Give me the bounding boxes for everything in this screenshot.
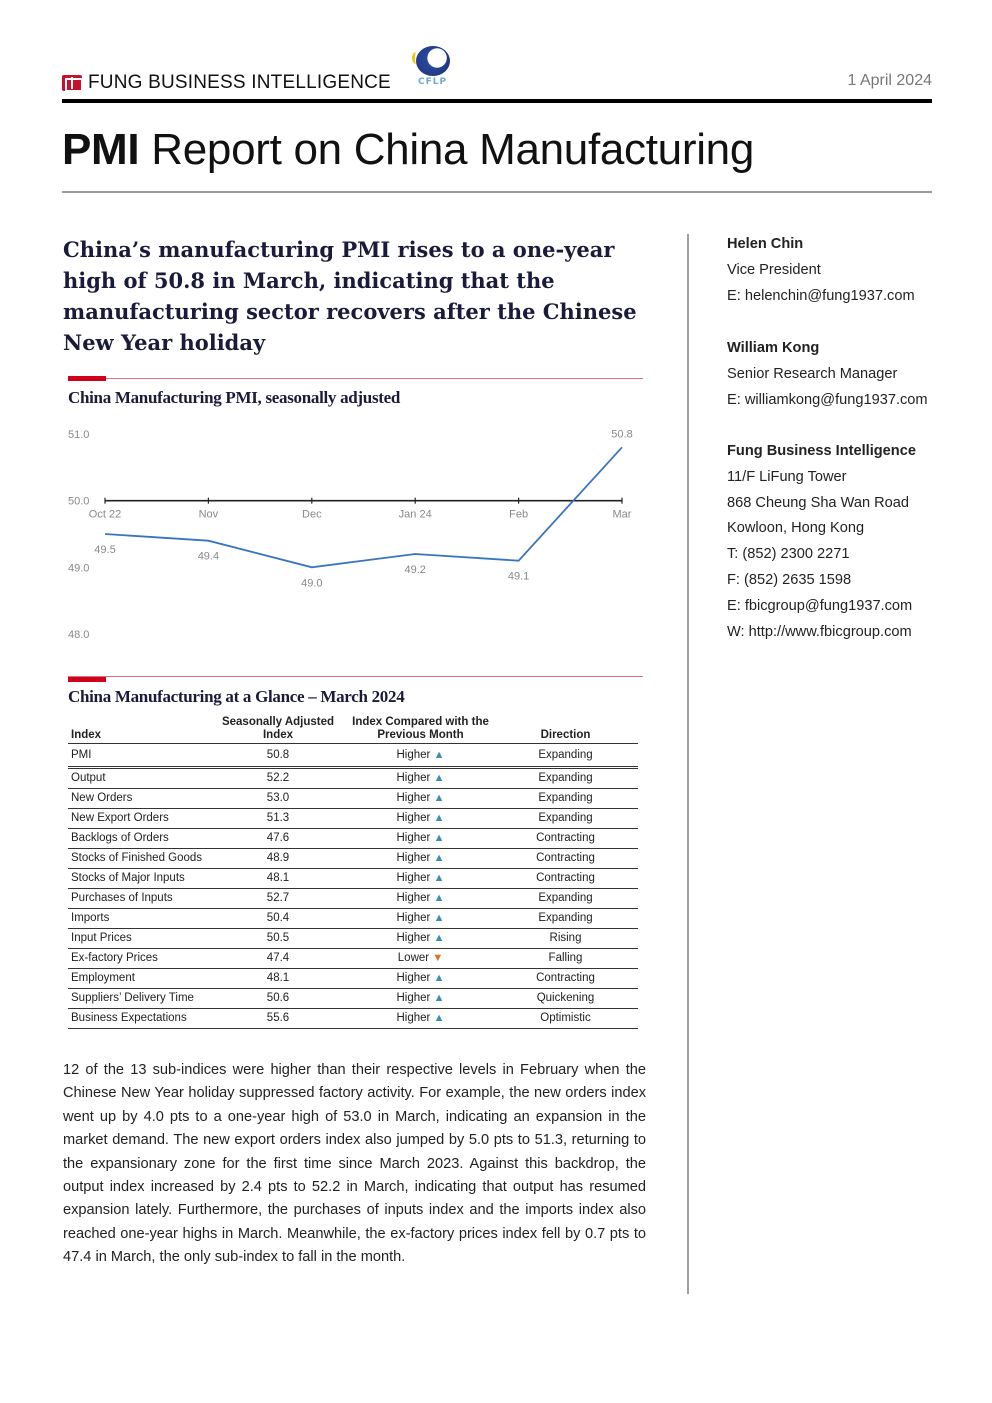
index-value-cell: 47.4 xyxy=(208,949,348,969)
compare-cell xyxy=(348,829,493,849)
compare-label: Higher xyxy=(396,772,431,784)
data-label: 49.0 xyxy=(301,577,323,590)
chart-section-accent xyxy=(68,376,106,381)
direction-cell: Expanding xyxy=(493,789,638,809)
direction-cell: Contracting xyxy=(493,849,638,869)
compare-cell xyxy=(348,768,493,789)
direction-cell: Quickening xyxy=(493,989,638,1009)
org-name: Fung Business Intelligence xyxy=(727,443,916,459)
triangle-up-icon: ▲ xyxy=(433,972,445,984)
triangle-up-icon: ▲ xyxy=(433,812,445,824)
data-label: 49.4 xyxy=(197,550,220,563)
cflp-logo-text: CFLP xyxy=(418,77,448,87)
y-tick-label: 48.0 xyxy=(68,629,90,641)
column-divider xyxy=(687,234,689,1294)
index-value-cell: 52.2 xyxy=(208,768,348,789)
table-row xyxy=(68,744,638,768)
header-divider xyxy=(62,99,932,103)
table-row xyxy=(68,1009,638,1029)
cflp-logo-icon xyxy=(412,46,452,92)
table-section-accent xyxy=(68,677,106,682)
title-divider xyxy=(62,191,932,193)
direction-cell: Expanding xyxy=(493,909,638,929)
org-telephone: T: (852) 2300 2271 xyxy=(727,546,850,563)
triangle-up-icon: ▲ xyxy=(433,772,445,784)
compare-cell xyxy=(348,849,493,869)
table-row xyxy=(68,989,638,1009)
org-address-line: 868 Cheung Sha Wan Road xyxy=(727,494,910,511)
compare-cell xyxy=(348,744,493,768)
index-name-cell: New Orders xyxy=(68,789,208,809)
contact-role: Senior Research Manager xyxy=(727,365,898,382)
x-tick-label: Mar xyxy=(612,508,632,521)
fung-logo-icon xyxy=(62,75,82,91)
compare-label: Higher xyxy=(396,792,431,804)
index-value-cell: 51.3 xyxy=(208,809,348,829)
y-tick-label: 51.0 xyxy=(68,429,90,441)
compare-cell xyxy=(348,1009,493,1029)
compare-label: Higher xyxy=(396,872,431,884)
compare-cell xyxy=(348,869,493,889)
triangle-up-icon: ▲ xyxy=(433,932,445,944)
x-tick-label: Nov xyxy=(198,508,219,521)
org-fax: F: (852) 2635 1598 xyxy=(727,571,852,588)
table-row xyxy=(68,909,638,929)
column-header-compare: Index Compared with the Previous Month xyxy=(348,716,493,744)
compare-cell xyxy=(348,949,493,969)
x-tick-label: Feb xyxy=(509,508,529,521)
table-row xyxy=(68,809,638,829)
x-tick-label: Oct 22 xyxy=(88,508,122,521)
compare-cell xyxy=(348,909,493,929)
compare-label: Higher xyxy=(396,972,431,984)
triangle-up-icon: ▲ xyxy=(433,912,445,924)
triangle-up-icon: ▲ xyxy=(433,792,445,804)
org-email-link[interactable]: E: fbicgroup@fung1937.com xyxy=(727,597,913,614)
index-name-cell: Ex-factory Prices xyxy=(68,949,208,969)
direction-cell: Optimistic xyxy=(493,1009,638,1029)
index-name-cell: Backlogs of Orders xyxy=(68,829,208,849)
triangle-down-icon: ▼ xyxy=(432,952,444,964)
headline: China’s manufacturing PMI rises to a one-year high of 50.8 in March, indicating that the manufacturing sector recovers after the Chinese New Year holiday xyxy=(63,237,637,355)
compare-label: Higher xyxy=(396,912,431,924)
triangle-up-icon: ▲ xyxy=(433,872,445,884)
index-value-cell: 48.1 xyxy=(208,969,348,989)
contact-email-link[interactable]: E: williamkong@fung1937.com xyxy=(727,391,928,408)
index-name-cell: Stocks of Finished Goods xyxy=(68,849,208,869)
index-value-cell: 48.1 xyxy=(208,869,348,889)
direction-cell: Contracting xyxy=(493,829,638,849)
triangle-up-icon: ▲ xyxy=(433,892,445,904)
chart-section-title: China Manufacturing PMI, seasonally adjusted xyxy=(68,388,401,407)
direction-cell: Falling xyxy=(493,949,638,969)
table-row xyxy=(68,829,638,849)
compare-label: Higher xyxy=(396,932,431,944)
direction-cell: Expanding xyxy=(493,889,638,909)
triangle-up-icon: ▲ xyxy=(433,1012,445,1024)
index-name-cell: Suppliers’ Delivery Time xyxy=(68,989,208,1009)
compare-label: Higher xyxy=(396,812,431,824)
y-tick-label: 49.0 xyxy=(68,562,90,575)
table-row xyxy=(68,869,638,889)
chart-section-rule xyxy=(68,378,643,379)
column-header-direction: Direction xyxy=(493,716,638,744)
direction-cell: Contracting xyxy=(493,969,638,989)
data-label: 49.1 xyxy=(507,570,530,583)
org-website-link[interactable]: W: http://www.fbicgroup.com xyxy=(727,623,912,640)
column-header-value: Seasonally Adjusted Index xyxy=(208,716,348,744)
pmi-series-line xyxy=(105,447,622,567)
table-section-rule xyxy=(68,676,643,677)
triangle-up-icon: ▲ xyxy=(433,992,445,1004)
compare-label: Lower xyxy=(397,952,430,964)
table-row xyxy=(68,929,638,949)
contact-organization xyxy=(727,439,916,645)
index-name-cell: Business Expectations xyxy=(68,1009,208,1029)
index-name-cell: PMI xyxy=(68,744,208,768)
table-row xyxy=(68,849,638,869)
table-row xyxy=(68,969,638,989)
direction-cell: Expanding xyxy=(493,768,638,789)
org-address-line: 11/F LiFung Tower xyxy=(727,468,847,485)
compare-cell xyxy=(348,969,493,989)
index-value-cell: 53.0 xyxy=(208,789,348,809)
table-row xyxy=(68,789,638,809)
data-label: 50.8 xyxy=(611,428,633,441)
contact-william xyxy=(727,336,928,413)
direction-cell: Rising xyxy=(493,929,638,949)
compare-label: Higher xyxy=(396,852,431,864)
x-tick-label: Jan 24 xyxy=(398,508,432,521)
title-bold: PMI xyxy=(62,125,140,174)
direction-cell: Contracting xyxy=(493,869,638,889)
contact-email-link[interactable]: E: helenchin@fung1937.com xyxy=(727,287,915,304)
index-name-cell: Stocks of Major Inputs xyxy=(68,869,208,889)
index-name-cell: Employment xyxy=(68,969,208,989)
index-value-cell: 50.8 xyxy=(208,744,348,768)
table-row xyxy=(68,768,638,789)
compare-cell xyxy=(348,929,493,949)
compare-cell xyxy=(348,989,493,1009)
index-value-cell: 50.4 xyxy=(208,909,348,929)
index-name-cell: Purchases of Inputs xyxy=(68,889,208,909)
table-body xyxy=(68,744,638,1029)
glance-table xyxy=(68,716,638,1029)
index-value-cell: 52.7 xyxy=(208,889,348,909)
triangle-up-icon: ▲ xyxy=(433,748,445,761)
compare-label: Higher xyxy=(396,892,431,904)
contact-role: Vice President xyxy=(727,261,821,278)
brand-name: FUNG BUSINESS INTELLIGENCE xyxy=(88,72,391,93)
direction-cell: Expanding xyxy=(493,744,638,768)
column-header-index: Index xyxy=(68,716,208,744)
index-value-cell: 48.9 xyxy=(208,849,348,869)
pmi-line-chart xyxy=(62,420,650,650)
data-label: 49.2 xyxy=(404,564,426,576)
table-header-row xyxy=(68,716,638,744)
page-title xyxy=(62,125,754,175)
brand xyxy=(62,72,391,94)
compare-cell xyxy=(348,889,493,909)
report-date: 1 April 2024 xyxy=(847,72,932,89)
compare-label: Higher xyxy=(396,748,431,761)
index-name-cell: Input Prices xyxy=(68,929,208,949)
triangle-up-icon: ▲ xyxy=(433,832,445,844)
index-name-cell: Output xyxy=(68,768,208,789)
direction-cell: Expanding xyxy=(493,809,638,829)
contact-name: Helen Chin xyxy=(727,236,804,252)
table-section-title: China Manufacturing at a Glance – March 2024 xyxy=(68,687,405,706)
data-label: 49.5 xyxy=(94,544,116,556)
triangle-up-icon: ▲ xyxy=(433,852,445,864)
y-tick-label: 50.0 xyxy=(68,495,90,508)
org-address-line: Kowloon, Hong Kong xyxy=(727,520,865,537)
index-value-cell: 47.6 xyxy=(208,829,348,849)
x-tick-label: Dec xyxy=(302,508,322,521)
table-row xyxy=(68,889,638,909)
contact-name: William Kong xyxy=(727,340,820,356)
body-paragraph: 12 of the 13 sub-indices were higher than their respective levels in February when the Chinese New Year holiday suppressed factory activity. For example, the new orders index went up by 4.0 pts to a one-year high of 53.0 in March, indicating an expansion in the market demand. The new export orders index also jumped by 5.0 pts to 51.3, returning to the expansionary zone for the first time since March 2023. Against this backdrop, the output index increased by 2.4 pts to 52.2 in March, indicating that output has resumed expansion lately. Furthermore, the purchases of inputs index and the imports index also reached one-year highs in March. Meanwhile, the ex-factory prices index fell by 0.7 pts to 47.4 in March, the only sub-index to fall in the month. xyxy=(63,1062,646,1266)
compare-label: Higher xyxy=(396,1012,431,1024)
index-name-cell: New Export Orders xyxy=(68,809,208,829)
index-value-cell: 55.6 xyxy=(208,1009,348,1029)
title-rest: Report on China Manufacturing xyxy=(139,125,755,174)
index-value-cell: 50.6 xyxy=(208,989,348,1009)
index-value-cell: 50.5 xyxy=(208,929,348,949)
contact-helen xyxy=(727,232,915,309)
table-row xyxy=(68,949,638,969)
index-name-cell: Imports xyxy=(68,909,208,929)
compare-cell xyxy=(348,809,493,829)
compare-label: Higher xyxy=(396,992,431,1004)
compare-label: Higher xyxy=(396,832,431,844)
compare-cell xyxy=(348,789,493,809)
